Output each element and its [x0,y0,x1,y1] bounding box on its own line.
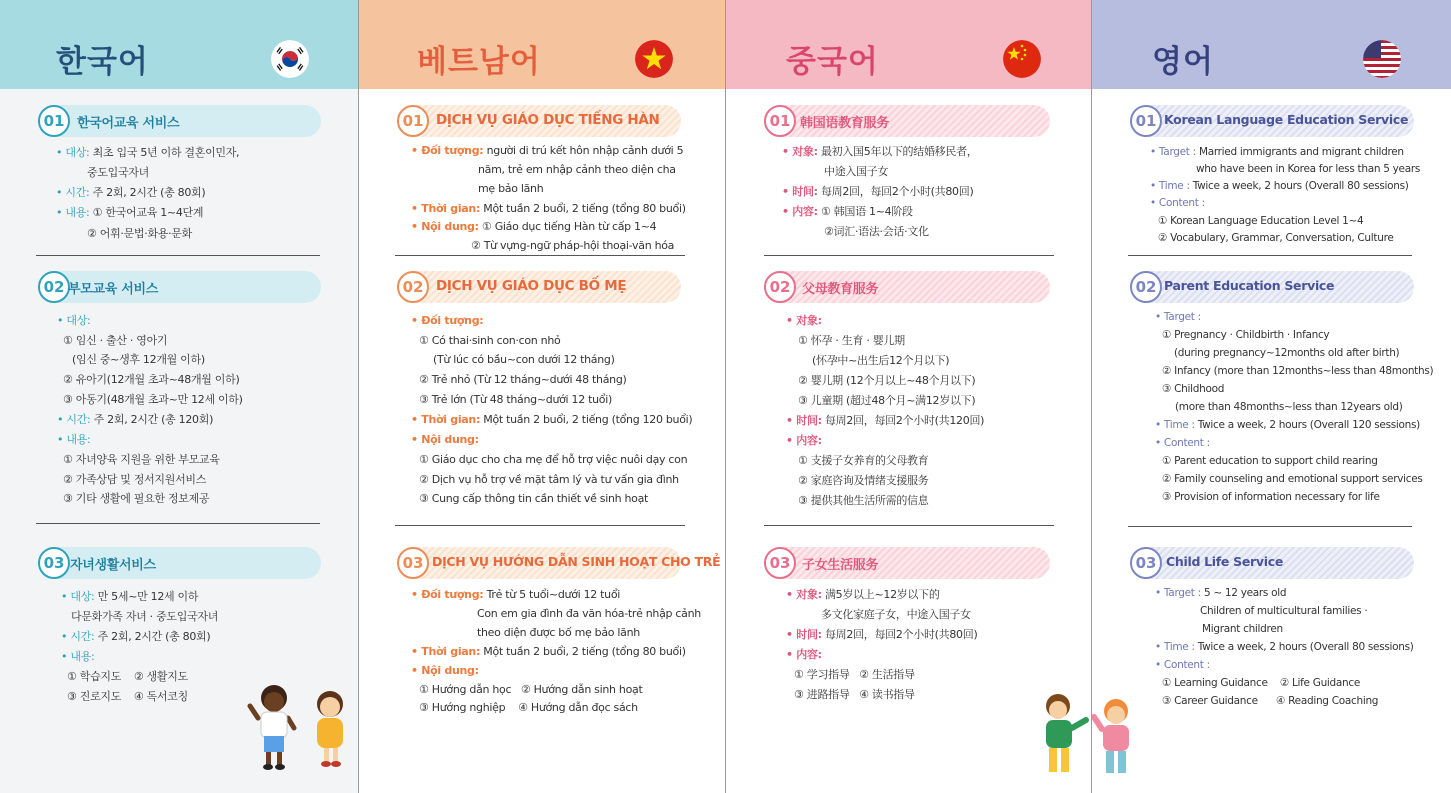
info-line: • 时间: 每周2回，每回2个小时(共80回) [786,628,978,641]
divider [764,255,1054,256]
section-number: 03 [764,547,796,579]
info-line: • Time : Twice a week, 2 hours (Overall 120 sessions) [1155,419,1420,431]
column-title: 중국어 [786,44,879,80]
info-line: ②词汇·语法·会话·文化 [824,225,929,238]
column-header [0,0,358,89]
china-flag-icon [1003,40,1041,78]
info-line: ① Có thai·sinh con·con nhỏ [419,334,561,347]
info-line: • 内容: [786,434,822,447]
column-title: 한국어 [56,44,149,80]
vietnamese-column [358,0,725,793]
section-number: 03 [38,547,70,579]
section-heading [397,271,681,303]
info-line: ② 家庭咨询及情绪支援服务 [798,474,929,487]
info-line: ② 유아기(12개월 초과~48개월 이하) [63,373,240,386]
section-number: 01 [764,105,796,137]
info-line: ① 자녀양육 지원을 위한 부모교육 [63,453,220,466]
korean-column [0,0,358,793]
info-line: ① Parent education to support child rearing [1162,455,1378,467]
info-line: 中途入国子女 [824,165,889,178]
info-line: • 对象: 最初入国5年以下的结婚移民者， [782,145,978,158]
info-line: ② Infancy (more than 12months~less than 48months) [1162,365,1434,377]
info-line: ② Trẻ nhỏ (Từ 12 tháng~dưới 48 tháng) [419,373,627,386]
info-line: ③ Trẻ lớn (Từ 48 tháng~dưới 12 tuổi) [419,393,612,406]
section-number: 02 [397,271,429,303]
section-heading [397,105,681,137]
section-title: 자녀생활서비스 [70,558,156,573]
info-line: ① 学习指导 ② 生活指导 [794,668,915,681]
info-line: • 시간: 주 2회, 2시간 (총 80회) [56,186,206,199]
column-header [1092,0,1451,89]
info-line: • Target : 5 ~ 12 years old [1155,587,1287,599]
info-line: who have been in Korea for less than 5 years [1196,163,1421,175]
info-line: ③ 提供其他生活所需的信息 [798,494,929,507]
info-line: • 대상: 만 5세~만 12세 이하 [61,590,199,603]
info-line: • 대상: [57,314,91,327]
info-line: (during pregnancy~12months old after birth) [1174,347,1400,359]
info-line: • 内容: [786,648,822,661]
info-line: ② Family counseling and emotional support services [1162,473,1423,485]
info-line: • Đối tượng: [411,314,484,327]
info-line: • Nội dung: [411,664,479,677]
info-line: ② 婴儿期 (12个月以上~48个月以下) [798,374,976,387]
divider [36,523,320,524]
section-number: 01 [1130,105,1162,137]
info-line: ③ 기타 생활에 필요한 정보제공 [63,492,210,505]
section-heading [1130,105,1414,137]
info-line: (Từ lúc có bầu~con dưới 12 tháng) [433,353,615,366]
info-line: • Time : Twice a week, 2 hours (Overall 80 sessions) [1150,180,1409,192]
info-line: • 时间: 每周2回，每回2个小时(共80回) [782,185,974,198]
info-line: • 对象: [786,314,822,327]
section-number: 02 [764,271,796,303]
section-heading [764,271,1050,303]
info-line: ② Dịch vụ hỗ trợ về mặt tâm lý và tư vấn gia đình [419,473,679,486]
info-line: ① Korean Language Education Level 1~4 [1158,215,1364,227]
usa-flag-icon [1363,40,1401,78]
info-line: Migrant children [1202,623,1283,635]
info-line: • Nội dung: ① Giáo dục tiếng Hàn từ cấp 1~4 [411,220,657,233]
section-number: 03 [1130,547,1162,579]
section-title: 한국어교육 서비스 [77,116,180,131]
korea-flag-icon [271,40,309,78]
section-title: 父母教育服务 [802,282,879,297]
info-line: • 时间: 每周2回，每回2个小时(共120回) [786,414,985,427]
section-title: DỊCH VỤ GIÁO DỤC BỐ MẸ [436,278,627,294]
section-heading [764,105,1050,137]
children-illustration [244,682,356,772]
info-line: năm, trẻ em nhập cảnh theo diện cha [478,163,676,176]
section-number: 03 [397,547,429,579]
section-heading [1130,547,1414,579]
info-line: ① Hướng dẫn học ② Hướng dẫn sinh hoạt [419,683,643,696]
section-heading [38,271,321,303]
info-line: Children of multicultural families · [1200,605,1368,617]
info-line: ① Giáo dục cho cha mẹ để hỗ trợ việc nuôi dạy con [419,453,688,466]
section-title: 부모교육 서비스 [68,282,159,297]
info-line: • Target : [1155,311,1201,323]
section-title: Child Life Service [1166,554,1284,569]
info-line: ① 怀孕 · 生育 · 婴儿期 [798,334,905,347]
info-line: theo diện được bố mẹ bảo lãnh [477,626,640,639]
info-line: • Content : [1155,659,1210,671]
info-line: (more than 48months~less than 12years old) [1175,401,1403,413]
info-line: • Content : [1155,437,1210,449]
info-line: • Nội dung: [411,433,479,446]
info-line: • Thời gian: Một tuần 2 buổi, 2 tiếng (tổng 80 buổi) [411,645,686,658]
info-line: ② Từ vựng-ngữ pháp-hội thoại-văn hóa [471,239,675,252]
divider [1128,255,1412,256]
info-line: 多文化家庭子女，中途入国子女 [821,608,971,621]
info-line: • 시간: 주 2회, 2시간 (총 120회) [57,413,214,426]
section-heading [764,547,1050,579]
info-line: Con em gia đình đa văn hóa-trẻ nhập cảnh [477,607,701,620]
section-title: DỊCH VỤ GIÁO DỤC TIẾNG HÀN [436,112,660,128]
children-illustration [1092,695,1138,780]
info-line: ③ Childhood [1162,383,1225,395]
info-line: ② Vocabulary, Grammar, Conversation, Culture [1158,232,1394,244]
vietnam-flag-icon [635,40,673,78]
section-title: 韩国语教育服务 [800,116,889,131]
section-heading [397,547,721,579]
info-line: ③ 进路指导 ④ 读书指导 [794,688,915,701]
divider [1128,526,1412,527]
info-line: • 내용: ① 한국어교육 1~4단계 [56,206,204,219]
info-line: ① 학습지도 ② 생활지도 [67,670,188,683]
divider [395,525,685,526]
divider [395,255,685,256]
info-line: • Time : Twice a week, 2 hours (Overall 80 sessions) [1155,641,1414,653]
info-line: ① 임신 · 출산 · 영아기 [63,334,168,347]
divider [36,255,320,256]
info-line: • 内容: ① 韩国语 1~4阶段 [782,205,913,218]
info-line: (임신 중~생후 12개월 이하) [72,353,205,366]
info-line: ③ 儿童期 (超过48个月~满12岁以下) [798,394,976,407]
section-title: Parent Education Service [1164,278,1335,293]
info-line: • 내용: [61,650,95,663]
info-line: 중도입국자녀 [87,166,149,179]
info-line: mẹ bảo lãnh [478,182,544,195]
section-number: 01 [38,105,70,137]
info-line: • 대상: 최초 입국 5년 이하 결혼이민자, [56,146,240,159]
info-line: ① Learning Guidance ② Life Guidance [1162,677,1361,689]
info-line: ③ Cung cấp thông tin cần thiết về sinh hoạt [419,492,649,505]
info-line: • Thời gian: Một tuần 2 buổi, 2 tiếng (tổng 120 buổi) [411,413,693,426]
info-line: ③ Career Guidance ④ Reading Coaching [1162,695,1379,707]
column-title: 영어 [1152,44,1214,80]
section-number: 02 [38,271,70,303]
info-line: ③ Hướng nghiệp ④ Hướng dẫn đọc sách [419,701,638,714]
section-number: 01 [397,105,429,137]
info-line: • Target : Married immigrants and migrant children [1150,146,1404,158]
info-line: ② 가족상담 및 정서지원서비스 [63,473,207,486]
column-header [359,0,725,89]
info-line: ② 어휘·문법·화용·문화 [87,227,192,240]
chinese-column [725,0,1091,793]
info-line: • Đối tượng: Trẻ từ 5 tuổi~dưới 12 tuổi [411,588,621,601]
section-title: Korean Language Education Service [1164,112,1409,127]
section-title: DỊCH VỤ HƯỚNG DẪN SINH HOẠT CHO TRẺ [432,554,721,569]
info-line: ③ 아동기(48개월 초과~만 12세 이하) [63,393,243,406]
section-number: 02 [1130,271,1162,303]
info-line: ③ Provision of information necessary for life [1162,491,1380,503]
english-column [1091,0,1451,793]
info-line: ③ 진로지도 ④ 독서코칭 [67,690,188,703]
info-line: • 내용: [57,433,91,446]
info-line: • Đối tượng: người di trú kết hôn nhập cảnh dưới 5 [411,144,684,157]
info-line: (怀孕中~出生后12个月以下) [812,354,950,367]
children-illustration [1038,690,1091,780]
column-header [726,0,1091,89]
info-line: • 对象: 满5岁以上~12岁以下的 [786,588,940,601]
section-heading [1130,271,1414,303]
section-heading [38,105,321,137]
section-heading [38,547,321,579]
divider [764,525,1054,526]
info-line: • 시간: 주 2회, 2시간 (총 80회) [61,630,211,643]
column-title: 베트남어 [417,44,541,80]
info-line: • Content : [1150,197,1205,209]
info-line: ① 支援子女养育的父母教育 [798,454,929,467]
info-line: 다문화가족 자녀 · 중도입국자녀 [71,610,219,623]
section-title: 子女生活服务 [802,558,879,573]
info-line: • Thời gian: Một tuần 2 buổi, 2 tiếng (tổng 80 buổi) [411,202,686,215]
info-line: ① Pregnancy · Childbirth · Infancy [1162,329,1330,341]
